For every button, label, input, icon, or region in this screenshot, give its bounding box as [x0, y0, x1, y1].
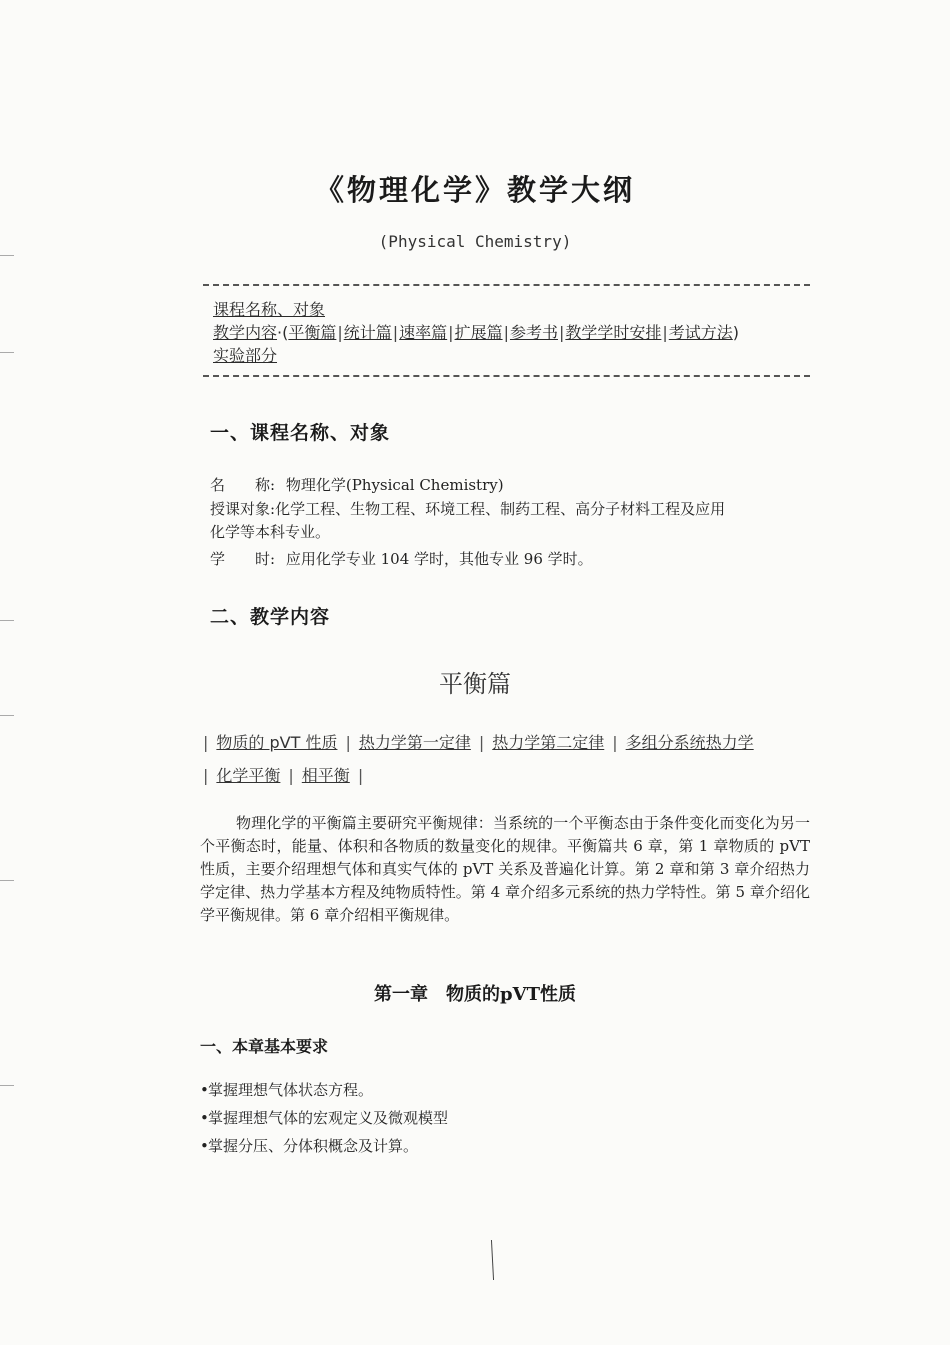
toc-separator: | [392, 323, 399, 342]
toc-open-paren: ·( [277, 323, 289, 342]
link-separator: | [478, 733, 485, 752]
toc-link-schedule[interactable]: 教学学时安排 [565, 323, 662, 342]
course-hours-row [210, 548, 593, 571]
link-separator: | [357, 766, 364, 785]
document-title: 《物理化学》教学大纲 [314, 173, 635, 207]
toc-link-lab[interactable]: 实验部分 [213, 346, 278, 365]
toc-separator: | [503, 323, 509, 342]
chapter-link-thermo-1[interactable]: 热力学第一定律 [358, 733, 471, 752]
equilibrium-intro-paragraph: 物理化学的平衡篇主要研究平衡规律：当系统的一个平衡态由于条件变化而变化为另一个平衡态时，能量、体积和各物质的数量变化的规律。平衡篇共 6 章，第 1 章物质的 pVT 性质，主要介绍理想气体和真实气体的 pVT 关系及普遍化计算。第 2 章和第 3 章介绍热力学定律、热力学基本方程及纯物质特性。第 4 章介绍多元系统的热力学特性。第 5 章介绍化学平衡规律。第 6 章介绍相平衡规律。 [200, 814, 810, 924]
section-2-heading: 二、教学内容 [210, 606, 331, 628]
toc-separator: | [448, 323, 454, 342]
toc-link-references[interactable]: 参考书 [509, 323, 558, 342]
requirement-item: •掌握分压、分体积概念及计算。 [200, 1137, 419, 1155]
chapter-link-phase-equilibrium[interactable]: 相平衡 [301, 766, 350, 785]
toc-line-3 [213, 343, 277, 366]
bullet-icon: • [200, 1109, 209, 1127]
toc-link-extension[interactable]: 扩展篇 [454, 323, 503, 342]
margin-mark [0, 255, 14, 256]
document-subtitle: (Physical Chemistry) [378, 232, 572, 251]
link-separator: | [612, 733, 618, 752]
chapter-link-chem-equilibrium[interactable]: 化学平衡 [216, 766, 281, 785]
course-target-label: 授课对象: [210, 500, 276, 518]
margin-mark [0, 715, 14, 716]
chapter-link-thermo-2[interactable]: 热力学第二定律 [492, 733, 605, 752]
toc-separator: | [337, 323, 343, 342]
section-1-heading: 一、课程名称、对象 [210, 422, 391, 444]
chapter-links-row-2 [203, 763, 371, 786]
requirement-item: •掌握理想气体的宏观定义及微观模型 [200, 1109, 449, 1127]
chapter-links-row-1 [203, 730, 754, 753]
requirement-item: •掌握理想气体状态方程。 [200, 1081, 374, 1099]
divider-top [203, 284, 810, 286]
part-title-equilibrium: 平衡篇 [439, 670, 511, 698]
margin-mark [0, 620, 14, 621]
toc-link-statistics[interactable]: 统计篇 [343, 323, 392, 342]
chapter-link-multicomponent[interactable]: 多组分系统热力学 [625, 733, 754, 752]
toc-close-paren: ) [732, 323, 740, 342]
toc-link-exam[interactable]: 考试方法 [668, 323, 733, 342]
course-target-cont: 化学等本科专业。 [210, 523, 331, 541]
toc-line-1 [213, 297, 325, 320]
link-separator: | [288, 766, 294, 785]
divider-bottom [203, 375, 810, 377]
toc-separator: | [558, 323, 565, 342]
toc-link-rate[interactable]: 速率篇 [399, 323, 448, 342]
toc-link-equilibrium[interactable]: 平衡篇 [288, 323, 337, 342]
bullet-icon: • [200, 1137, 209, 1155]
toc-link-content[interactable]: 教学内容 [213, 323, 278, 342]
course-name-row [210, 474, 504, 497]
margin-mark [0, 1085, 14, 1086]
link-separator: | [203, 733, 209, 752]
course-name-value: 物理化学(Physical Chemistry) [285, 476, 504, 494]
link-separator: | [345, 733, 351, 752]
course-name-label: 名 称: [210, 476, 276, 494]
chapter-link-pvt[interactable]: 物质的 pVT 性质 [216, 733, 338, 752]
chapter-1-title: 第一章 物质的pVT性质 [374, 984, 576, 1005]
link-separator: | [203, 766, 209, 785]
toc-link-course-name[interactable]: 课程名称、对象 [213, 300, 326, 319]
course-hours-label: 学 时: [210, 550, 276, 568]
margin-mark [0, 880, 14, 881]
scan-stroke [491, 1240, 494, 1280]
chapter-1-requirements-heading: 一、本章基本要求 [200, 1037, 329, 1056]
bullet-icon: • [200, 1081, 209, 1099]
course-target-value: 化学工程、生物工程、环境工程、制药工程、高分子材料工程及应用 [275, 500, 726, 518]
toc-separator: | [662, 323, 668, 342]
course-target-row [210, 498, 810, 521]
toc-line-2 [213, 320, 739, 343]
course-hours-value: 应用化学专业 104 学时，其他专业 96 学时。 [285, 550, 593, 568]
margin-mark [0, 352, 14, 353]
